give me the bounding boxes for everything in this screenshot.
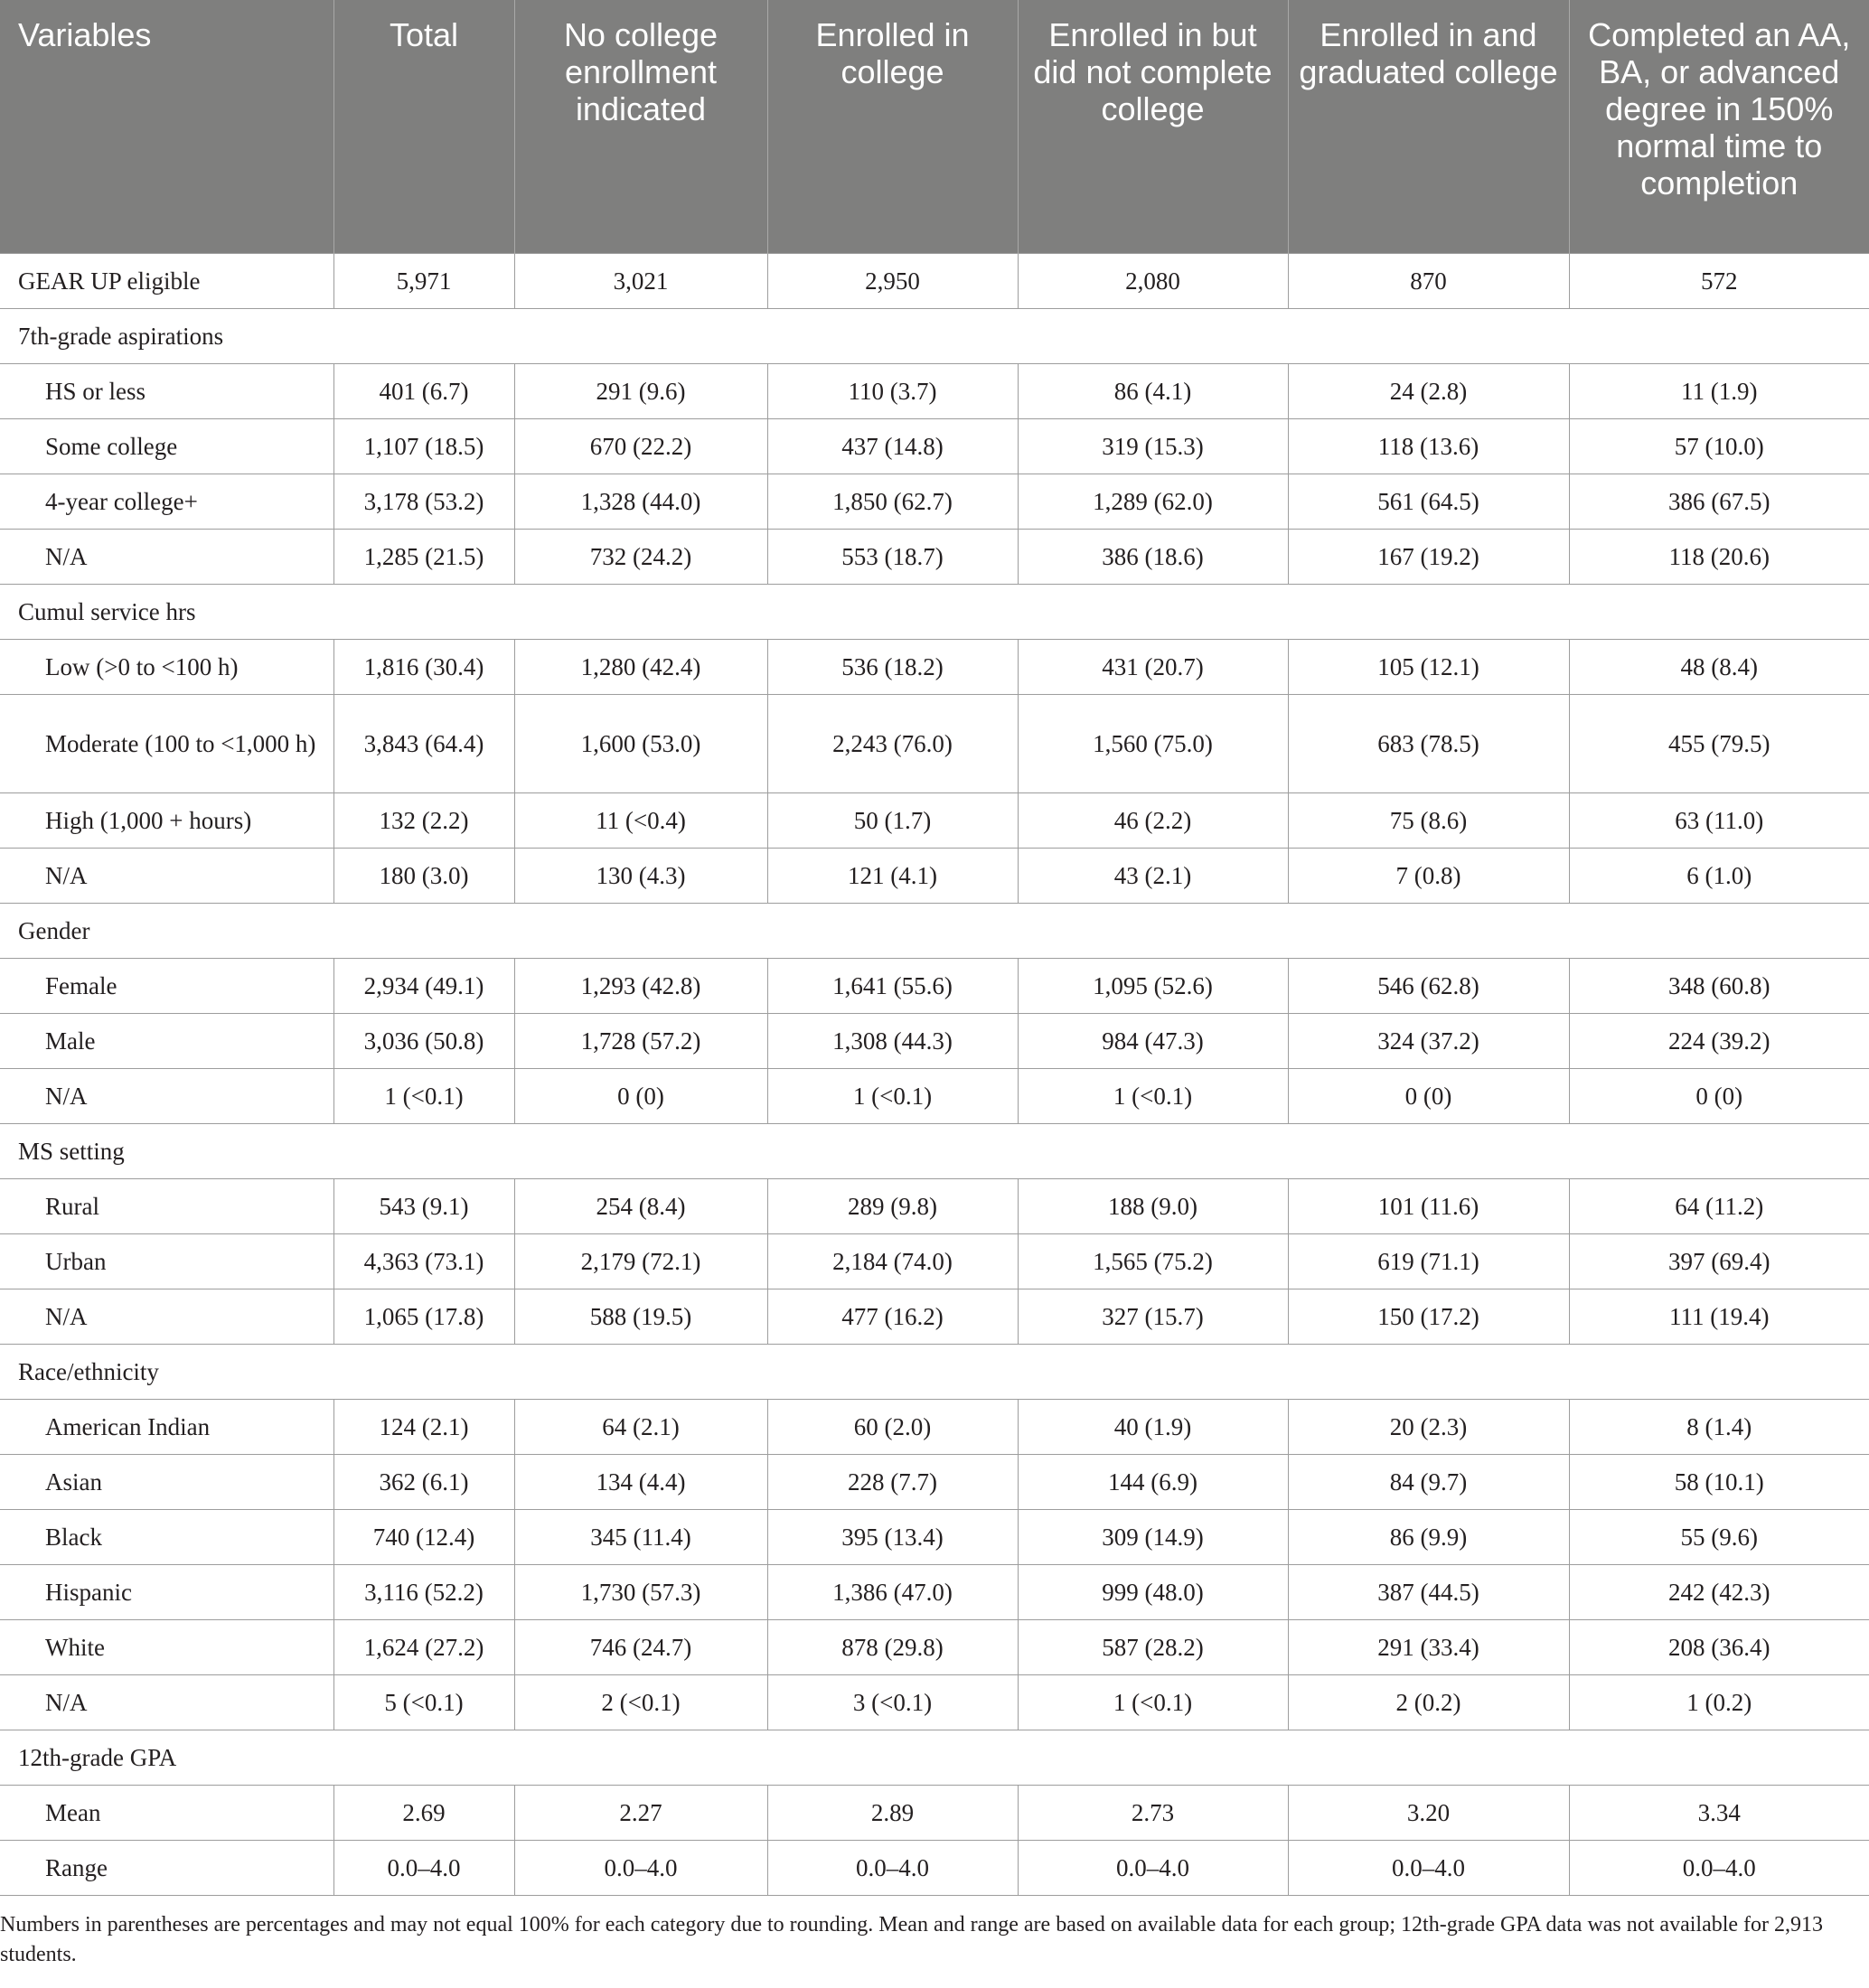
table-cell: 121 (4.1): [767, 849, 1018, 904]
table-row: [0, 793, 1869, 849]
table-cell: 57 (10.0): [1569, 419, 1869, 474]
table-cell: 1,730 (57.3): [514, 1565, 767, 1620]
table-row: [0, 254, 1869, 309]
table-cell: 572: [1569, 254, 1869, 309]
table-cell: 11 (1.9): [1569, 364, 1869, 419]
table-cell: 1,293 (42.8): [514, 959, 767, 1014]
table-cell: 1,285 (21.5): [333, 530, 514, 585]
row-label: American Indian: [0, 1400, 333, 1455]
row-label: Female: [0, 959, 333, 1014]
table-cell: 1,386 (47.0): [767, 1565, 1018, 1620]
table-cell: 683 (78.5): [1288, 695, 1569, 793]
table-cell: 180 (3.0): [333, 849, 514, 904]
table-cell: 2,179 (72.1): [514, 1234, 767, 1289]
table-cell: 386 (18.6): [1018, 530, 1288, 585]
table-cell: 386 (67.5): [1569, 474, 1869, 530]
row-label: GEAR UP eligible: [0, 254, 333, 309]
table-cell: 1,328 (44.0): [514, 474, 767, 530]
table-row: [0, 1841, 1869, 1896]
row-label: N/A: [0, 1289, 333, 1345]
table-cell: 1 (0.2): [1569, 1675, 1869, 1730]
table-cell: 1 (<0.1): [767, 1069, 1018, 1124]
table-cell: 1,308 (44.3): [767, 1014, 1018, 1069]
table-cell: 6 (1.0): [1569, 849, 1869, 904]
table-cell: 60 (2.0): [767, 1400, 1018, 1455]
table-cell: 5,971: [333, 254, 514, 309]
table-row: [0, 530, 1869, 585]
table-cell: 86 (9.9): [1288, 1510, 1569, 1565]
table-cell: 2.69: [333, 1786, 514, 1841]
table-cell: 64 (11.2): [1569, 1179, 1869, 1234]
table-cell: 64 (2.1): [514, 1400, 767, 1455]
table-cell: 2,184 (74.0): [767, 1234, 1018, 1289]
table-cell: 1,816 (30.4): [333, 640, 514, 695]
row-label: Range: [0, 1841, 333, 1896]
table-cell: 455 (79.5): [1569, 695, 1869, 793]
table-cell: 118 (20.6): [1569, 530, 1869, 585]
table-cell: 291 (9.6): [514, 364, 767, 419]
table-cell: 48 (8.4): [1569, 640, 1869, 695]
table-cell: 395 (13.4): [767, 1510, 1018, 1565]
table-cell: 167 (19.2): [1288, 530, 1569, 585]
header-enrolled-not-complete: Enrolled in but did not complete college: [1018, 0, 1288, 254]
table-cell: 1,289 (62.0): [1018, 474, 1288, 530]
table-cell: 309 (14.9): [1018, 1510, 1288, 1565]
table-cell: 46 (2.2): [1018, 793, 1288, 849]
table-cell: 111 (19.4): [1569, 1289, 1869, 1345]
table-cell: 319 (15.3): [1018, 419, 1288, 474]
table-cell: 118 (13.6): [1288, 419, 1569, 474]
table-cell: 3.20: [1288, 1786, 1569, 1841]
table-cell: 130 (4.3): [514, 849, 767, 904]
row-label: N/A: [0, 1069, 333, 1124]
table-cell: 561 (64.5): [1288, 474, 1569, 530]
header-row: [0, 0, 1869, 254]
table-cell: 732 (24.2): [514, 530, 767, 585]
table-cell: 0 (0): [1288, 1069, 1569, 1124]
table-cell: 3,843 (64.4): [333, 695, 514, 793]
table-cell: 75 (8.6): [1288, 793, 1569, 849]
table-cell: 324 (37.2): [1288, 1014, 1569, 1069]
table-cell: 150 (17.2): [1288, 1289, 1569, 1345]
table-cell: 43 (2.1): [1018, 849, 1288, 904]
table-cell: 1 (<0.1): [1018, 1069, 1288, 1124]
table-row: [0, 474, 1869, 530]
row-label: Asian: [0, 1455, 333, 1510]
header-no-college: No college enrollment indicated: [514, 0, 767, 254]
table-cell: 437 (14.8): [767, 419, 1018, 474]
header-completed-150: Completed an AA, BA, or advanced degree in 150% normal time to completion: [1569, 0, 1869, 254]
table-cell: 2.27: [514, 1786, 767, 1841]
row-label: Some college: [0, 419, 333, 474]
table-row: [0, 959, 1869, 1014]
table-cell: 3,178 (53.2): [333, 474, 514, 530]
table-cell: 228 (7.7): [767, 1455, 1018, 1510]
table-cell: 124 (2.1): [333, 1400, 514, 1455]
table-cell: 11 (<0.4): [514, 793, 767, 849]
table-body: [0, 254, 1869, 1896]
table-cell: 4,363 (73.1): [333, 1234, 514, 1289]
table-cell: 536 (18.2): [767, 640, 1018, 695]
table-cell: 619 (71.1): [1288, 1234, 1569, 1289]
table-cell: 5 (<0.1): [333, 1675, 514, 1730]
table-row: [0, 1069, 1869, 1124]
table-cell: 2,950: [767, 254, 1018, 309]
table-cell: 132 (2.2): [333, 793, 514, 849]
table-row: [0, 1455, 1869, 1510]
section-row: [0, 1345, 1869, 1400]
table-cell: 1,600 (53.0): [514, 695, 767, 793]
header-total: Total: [333, 0, 514, 254]
table-row: [0, 1620, 1869, 1675]
section-label: Gender: [0, 904, 1869, 959]
table-cell: 1 (<0.1): [333, 1069, 514, 1124]
table-cell: 110 (3.7): [767, 364, 1018, 419]
table-cell: 2,934 (49.1): [333, 959, 514, 1014]
table-cell: 50 (1.7): [767, 793, 1018, 849]
table-cell: 553 (18.7): [767, 530, 1018, 585]
table-header: [0, 0, 1869, 254]
table-cell: 3,021: [514, 254, 767, 309]
row-label: N/A: [0, 530, 333, 585]
table-cell: 2,080: [1018, 254, 1288, 309]
row-label: Black: [0, 1510, 333, 1565]
table-cell: 134 (4.4): [514, 1455, 767, 1510]
table-cell: 1,565 (75.2): [1018, 1234, 1288, 1289]
table-cell: 144 (6.9): [1018, 1455, 1288, 1510]
table-row: [0, 1289, 1869, 1345]
row-label: Urban: [0, 1234, 333, 1289]
table-cell: 431 (20.7): [1018, 640, 1288, 695]
section-label: 12th-grade GPA: [0, 1730, 1869, 1786]
table-footnote: Numbers in parentheses are percentages and may not equal 100% for each category due to rounding. Mean and range are based on available data for each group; 12th-grade GPA data was not available for 2,913 students.: [0, 1913, 1824, 1966]
table-cell: 3 (<0.1): [767, 1675, 1018, 1730]
row-label: White: [0, 1620, 333, 1675]
table-cell: 242 (42.3): [1569, 1565, 1869, 1620]
row-label: 4-year college+: [0, 474, 333, 530]
table-cell: 86 (4.1): [1018, 364, 1288, 419]
table-cell: 984 (47.3): [1018, 1014, 1288, 1069]
table-cell: 0.0–4.0: [1569, 1841, 1869, 1896]
table-row: [0, 1675, 1869, 1730]
table-cell: 289 (9.8): [767, 1179, 1018, 1234]
table-cell: 0.0–4.0: [1018, 1841, 1288, 1896]
table-cell: 1,095 (52.6): [1018, 959, 1288, 1014]
table-cell: 2.73: [1018, 1786, 1288, 1841]
table-cell: 0.0–4.0: [333, 1841, 514, 1896]
table-cell: 105 (12.1): [1288, 640, 1569, 695]
table-cell: 543 (9.1): [333, 1179, 514, 1234]
table-cell: 878 (29.8): [767, 1620, 1018, 1675]
row-label: N/A: [0, 1675, 333, 1730]
table-row: [0, 695, 1869, 793]
table-cell: 7 (0.8): [1288, 849, 1569, 904]
table-cell: 1,280 (42.4): [514, 640, 767, 695]
table-row: [0, 640, 1869, 695]
header-variables: Variables: [0, 0, 333, 254]
table-cell: 477 (16.2): [767, 1289, 1018, 1345]
table-row: [0, 1400, 1869, 1455]
header-enrolled-graduated: Enrolled in and graduated college: [1288, 0, 1569, 254]
table-cell: 362 (6.1): [333, 1455, 514, 1510]
table-cell: 546 (62.8): [1288, 959, 1569, 1014]
table-row: [0, 1786, 1869, 1841]
table-row: [0, 364, 1869, 419]
table-cell: 3,116 (52.2): [333, 1565, 514, 1620]
table-cell: 587 (28.2): [1018, 1620, 1288, 1675]
table-cell: 348 (60.8): [1569, 959, 1869, 1014]
table-cell: 2 (0.2): [1288, 1675, 1569, 1730]
table-cell: 188 (9.0): [1018, 1179, 1288, 1234]
table-cell: 0.0–4.0: [514, 1841, 767, 1896]
table-cell: 0 (0): [514, 1069, 767, 1124]
table-cell: 345 (11.4): [514, 1510, 767, 1565]
table-cell: 58 (10.1): [1569, 1455, 1869, 1510]
table-row: [0, 1014, 1869, 1069]
table-cell: 63 (11.0): [1569, 793, 1869, 849]
table-cell: 1 (<0.1): [1018, 1675, 1288, 1730]
row-label: N/A: [0, 849, 333, 904]
section-row: [0, 585, 1869, 640]
row-label: High (1,000 + hours): [0, 793, 333, 849]
table-cell: 670 (22.2): [514, 419, 767, 474]
table-row: [0, 419, 1869, 474]
row-label: Mean: [0, 1786, 333, 1841]
section-row: [0, 904, 1869, 959]
table-cell: 101 (11.6): [1288, 1179, 1569, 1234]
table-row: [0, 1510, 1869, 1565]
table-cell: 740 (12.4): [333, 1510, 514, 1565]
table-cell: 254 (8.4): [514, 1179, 767, 1234]
table-cell: 2.89: [767, 1786, 1018, 1841]
table-cell: 1,560 (75.0): [1018, 695, 1288, 793]
header-enrolled: Enrolled in college: [767, 0, 1018, 254]
table-cell: 1,728 (57.2): [514, 1014, 767, 1069]
table-cell: 20 (2.3): [1288, 1400, 1569, 1455]
section-label: Race/ethnicity: [0, 1345, 1869, 1400]
table-cell: 746 (24.7): [514, 1620, 767, 1675]
row-label: Moderate (100 to <1,000 h): [0, 695, 333, 793]
table-cell: 84 (9.7): [1288, 1455, 1569, 1510]
section-row: [0, 1730, 1869, 1786]
table-cell: 2,243 (76.0): [767, 695, 1018, 793]
table-cell: 999 (48.0): [1018, 1565, 1288, 1620]
table-cell: 40 (1.9): [1018, 1400, 1288, 1455]
table-cell: 870: [1288, 254, 1569, 309]
table-cell: 1,624 (27.2): [333, 1620, 514, 1675]
table-cell: 3,036 (50.8): [333, 1014, 514, 1069]
table-cell: 1,850 (62.7): [767, 474, 1018, 530]
table-cell: 1,107 (18.5): [333, 419, 514, 474]
section-label: MS setting: [0, 1124, 1869, 1179]
row-label: Hispanic: [0, 1565, 333, 1620]
table-cell: 1,065 (17.8): [333, 1289, 514, 1345]
section-row: [0, 309, 1869, 364]
table-cell: 291 (33.4): [1288, 1620, 1569, 1675]
table-cell: 401 (6.7): [333, 364, 514, 419]
table-cell: 327 (15.7): [1018, 1289, 1288, 1345]
table-cell: 2 (<0.1): [514, 1675, 767, 1730]
row-label: HS or less: [0, 364, 333, 419]
row-label: Rural: [0, 1179, 333, 1234]
table-cell: 0 (0): [1569, 1069, 1869, 1124]
section-row: [0, 1124, 1869, 1179]
table-row: [0, 1565, 1869, 1620]
section-label: 7th-grade aspirations: [0, 309, 1869, 364]
table-cell: 0.0–4.0: [1288, 1841, 1569, 1896]
row-label: Low (>0 to <100 h): [0, 640, 333, 695]
table-cell: 55 (9.6): [1569, 1510, 1869, 1565]
table-cell: 8 (1.4): [1569, 1400, 1869, 1455]
row-label: Male: [0, 1014, 333, 1069]
table-cell: 588 (19.5): [514, 1289, 767, 1345]
table-row: [0, 1234, 1869, 1289]
table-cell: 397 (69.4): [1569, 1234, 1869, 1289]
table-row: [0, 849, 1869, 904]
table-cell: 224 (39.2): [1569, 1014, 1869, 1069]
table-row: [0, 1179, 1869, 1234]
table-cell: 1,641 (55.6): [767, 959, 1018, 1014]
table-cell: 387 (44.5): [1288, 1565, 1569, 1620]
section-label: Cumul service hrs: [0, 585, 1869, 640]
table-cell: 3.34: [1569, 1786, 1869, 1841]
table-cell: 208 (36.4): [1569, 1620, 1869, 1675]
table-cell: 24 (2.8): [1288, 364, 1569, 419]
table-cell: 0.0–4.0: [767, 1841, 1018, 1896]
